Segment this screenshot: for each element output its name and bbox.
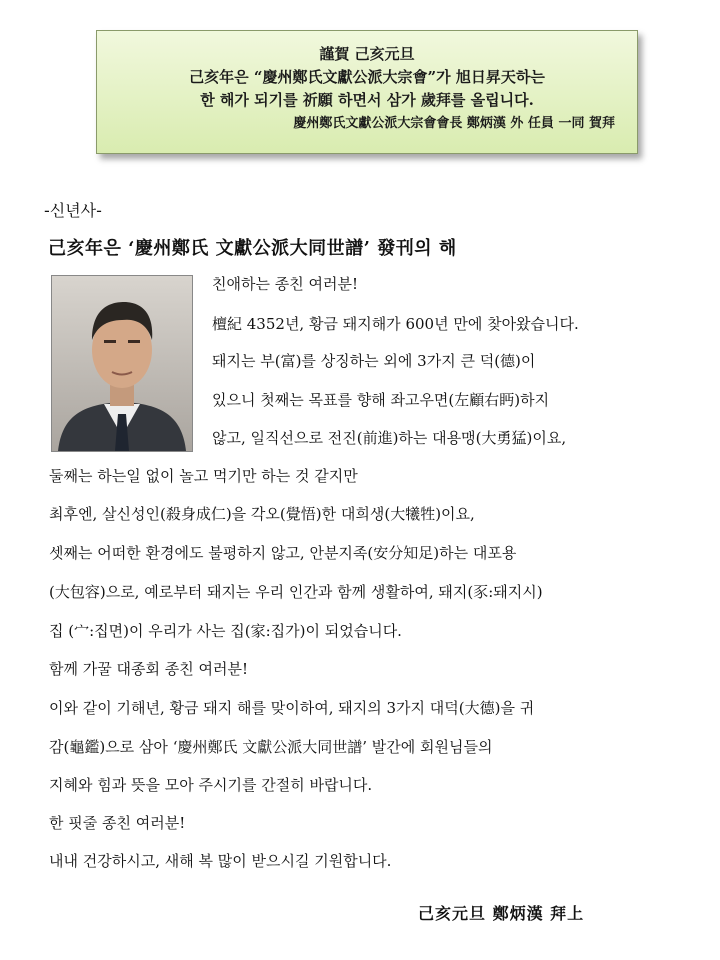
banner-title: 謹賀 己亥元旦 xyxy=(319,45,415,63)
letter-line: 않고, 일직선으로 전진(前進)하는 대용맹(大勇猛)이요, xyxy=(212,429,567,447)
letter-line: 내내 건강하시고, 새해 복 많이 받으시길 기원합니다. xyxy=(49,852,392,870)
letter-subtitle: -신년사- xyxy=(44,201,102,220)
letter-line: 한 핏줄 종친 여러분! xyxy=(49,814,186,832)
letter-line: 친애하는 종친 여러분! xyxy=(212,275,358,293)
letter-line: 셋째는 어떠한 환경에도 불평하지 않고, 안분지족(安分知足)하는 대포용 xyxy=(49,544,517,562)
letter-line: 이와 같이 기해년, 황금 돼지 해를 맞이하여, 돼지의 3가지 대덕(大德)을 귀 xyxy=(49,699,535,717)
letter-line: 있으니 첫째는 목표를 향해 좌고우면(左顧右眄)하지 xyxy=(212,391,550,409)
letter-line: 최후엔, 살신성인(殺身成仁)을 각오(覺悟)한 대희생(大犧牲)이요, xyxy=(49,505,475,523)
letter-line: 둘째는 하는일 없이 놀고 먹기만 하는 것 같지만 xyxy=(49,467,358,485)
letter-line: 함께 가꿀 대종회 종친 여러분! xyxy=(49,660,248,678)
portrait-photo xyxy=(51,275,193,452)
closing-signature: 己亥元旦 鄭炳漢 拜上 xyxy=(418,904,585,923)
letter-line: 檀紀 4352년, 황금 돼지해가 600년 만에 찾아왔습니다. xyxy=(212,315,579,333)
letter-headline: 己亥年은 ‘慶州鄭氏 文獻公派大同世譜’ 發刊의 해 xyxy=(48,238,457,259)
letter-line: 감(龜鑑)으로 삼아 ‘慶州鄭氏 文獻公派大同世譜’ 발간에 회원님들의 xyxy=(49,738,493,756)
letter-line: 돼지는 부(富)를 상징하는 외에 3가지 큰 덕(德)이 xyxy=(212,352,536,370)
letter-line: 집 (宀:집면)이 우리가 사는 집(家:집가)이 되었습니다. xyxy=(49,622,402,640)
letter-line: (大包容)으로, 예로부터 돼지는 우리 인간과 함께 생활하여, 돼지(豕:돼지시) xyxy=(49,583,543,601)
banner-signature: 慶州鄭氏文獻公派大宗會會長 鄭炳漢 外 任員 一同 賀拜 xyxy=(293,116,615,131)
letter-line: 지혜와 힘과 뜻을 모아 주시기를 간절히 바랍니다. xyxy=(49,776,373,794)
banner-line: 한 해가 되기를 祈願 하면서 삼가 歲拜를 올립니다. xyxy=(200,91,534,109)
greeting-banner xyxy=(96,30,638,154)
banner-line: 己亥年은 “慶州鄭氏文獻公派大宗會”가 旭日昇天하는 xyxy=(189,68,545,86)
